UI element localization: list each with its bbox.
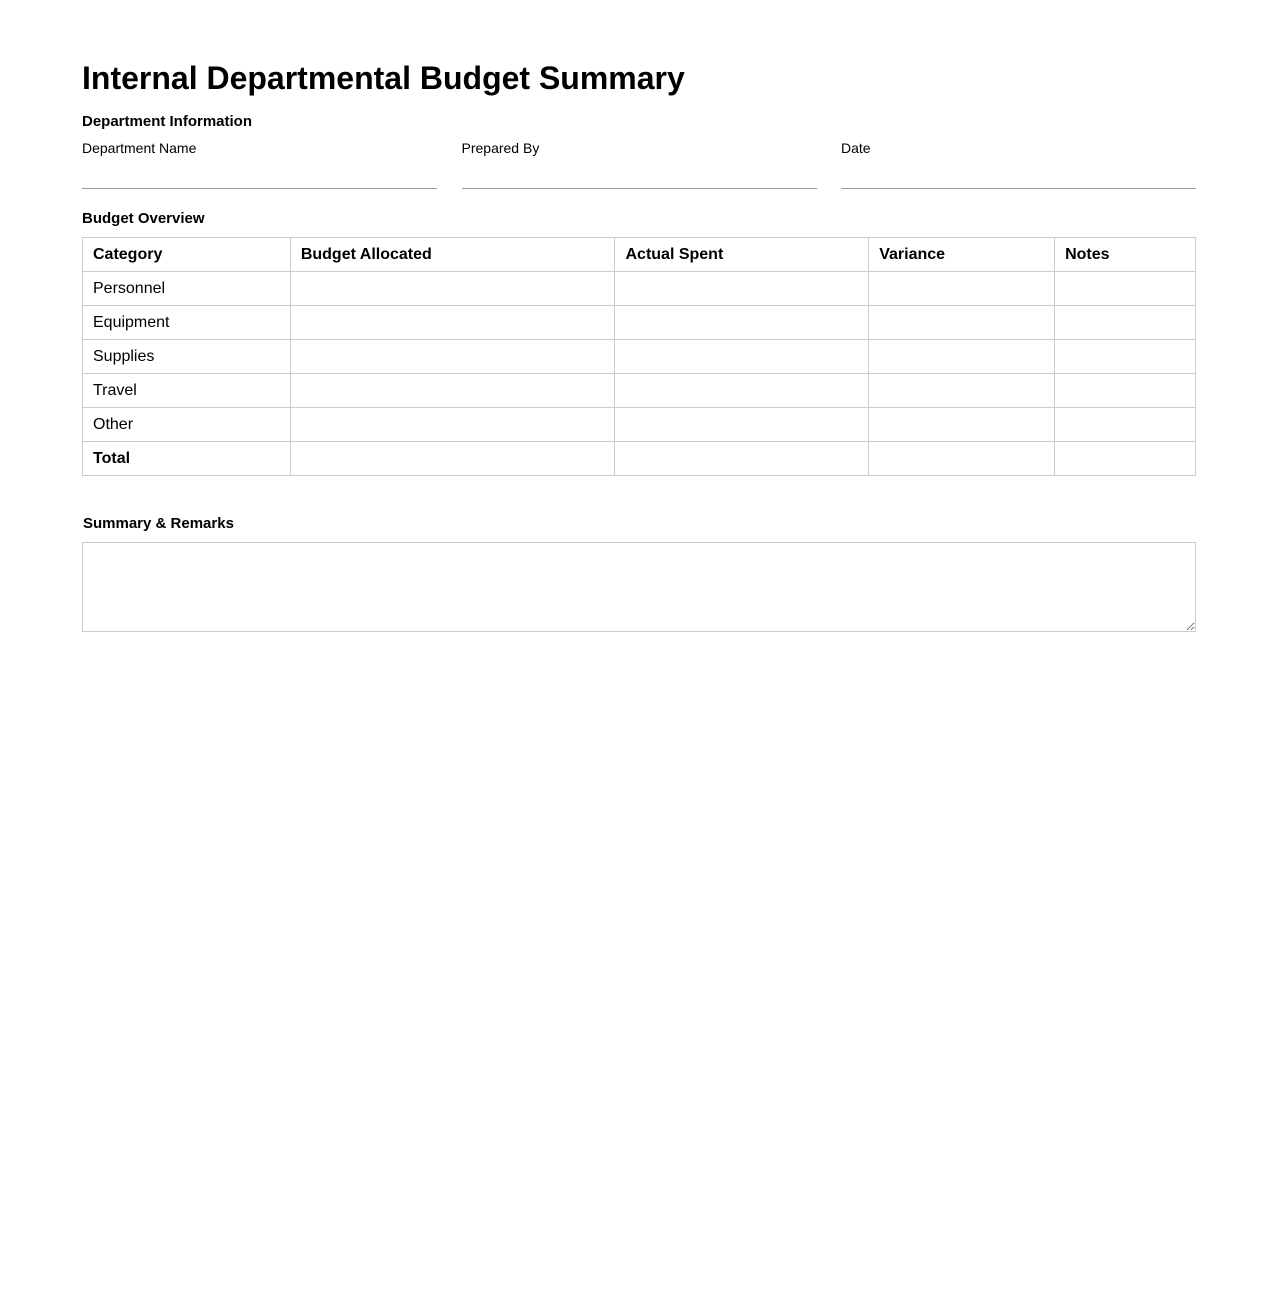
budget-allocated-cell[interactable] — [290, 306, 615, 340]
column-header-variance: Variance — [869, 238, 1055, 272]
budget-allocated-cell[interactable] — [290, 272, 615, 306]
actual-spent-cell[interactable] — [615, 306, 869, 340]
column-header-actual-spent: Actual Spent — [615, 238, 869, 272]
actual-spent-cell[interactable] — [615, 408, 869, 442]
notes-cell[interactable] — [1055, 340, 1196, 374]
variance-cell[interactable] — [869, 374, 1055, 408]
category-cell: Supplies — [83, 340, 291, 374]
date-label: Date — [841, 140, 871, 156]
budget-allocated-cell[interactable] — [290, 340, 615, 374]
category-cell: Personnel — [83, 272, 291, 306]
actual-spent-cell[interactable] — [615, 340, 869, 374]
total-notes-cell[interactable] — [1055, 442, 1196, 476]
category-cell: Travel — [83, 374, 291, 408]
summary-remarks-textarea[interactable] — [82, 542, 1196, 632]
date-input[interactable] — [841, 161, 1196, 189]
prepared-by-input[interactable] — [462, 161, 817, 189]
prepared-by-label: Prepared By — [461, 140, 540, 156]
total-spent-cell[interactable] — [615, 442, 869, 476]
page-title: Internal Departmental Budget Summary — [82, 60, 685, 96]
budget-overview-heading: Budget Overview — [82, 210, 205, 227]
notes-cell[interactable] — [1055, 408, 1196, 442]
column-header-budget-allocated: Budget Allocated — [290, 238, 615, 272]
variance-cell[interactable] — [869, 272, 1055, 306]
variance-cell[interactable] — [869, 340, 1055, 374]
department-info-fields — [82, 140, 1196, 189]
budget-allocated-cell[interactable] — [290, 374, 615, 408]
notes-cell[interactable] — [1055, 306, 1196, 340]
table-header-row — [83, 238, 1196, 272]
budget-allocated-cell[interactable] — [290, 408, 615, 442]
budget-table — [82, 237, 1196, 476]
total-allocated-cell[interactable] — [290, 442, 615, 476]
table-row — [83, 408, 1196, 442]
table-row — [83, 272, 1196, 306]
department-name-field-group — [82, 140, 437, 189]
total-row — [83, 442, 1196, 476]
total-label-cell: Total — [83, 442, 291, 476]
department-name-input[interactable] — [82, 161, 437, 189]
table-row — [83, 340, 1196, 374]
column-header-category: Category — [83, 238, 291, 272]
date-field-group — [841, 140, 1196, 189]
summary-remarks-heading: Summary & Remarks — [83, 515, 234, 532]
column-header-notes: Notes — [1055, 238, 1196, 272]
category-cell: Equipment — [83, 306, 291, 340]
notes-cell[interactable] — [1055, 374, 1196, 408]
table-row — [83, 374, 1196, 408]
department-name-label: Department Name — [82, 140, 197, 156]
total-variance-cell[interactable] — [869, 442, 1055, 476]
category-cell: Other — [83, 408, 291, 442]
notes-cell[interactable] — [1055, 272, 1196, 306]
department-info-heading: Department Information — [82, 113, 253, 130]
actual-spent-cell[interactable] — [615, 272, 869, 306]
budget-form — [82, 56, 1196, 532]
prepared-by-field-group — [462, 140, 817, 189]
variance-cell[interactable] — [869, 306, 1055, 340]
variance-cell[interactable] — [869, 408, 1055, 442]
actual-spent-cell[interactable] — [615, 374, 869, 408]
table-row — [83, 306, 1196, 340]
